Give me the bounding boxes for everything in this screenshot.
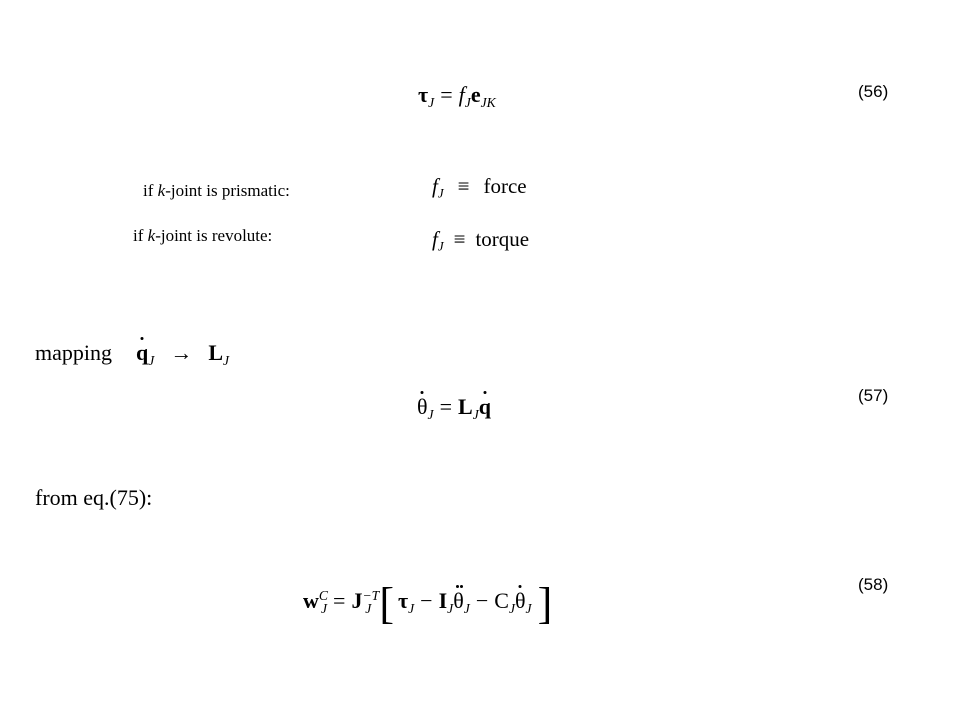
mapping-expression: $q_J \to L_J$ [136, 340, 230, 368]
equation-57: $\theta_J = L_Jq$ [417, 394, 492, 422]
from-equation-label: from eq.(75): [35, 485, 153, 510]
mapping-label: mapping [35, 340, 112, 365]
equation-number-58: (58) [858, 575, 889, 594]
condition-revolute-equation: $f_J$ ≡ torque [432, 227, 530, 254]
equation-number-56: (56) [858, 82, 889, 101]
equation-58: $w^C_J = J^{-T}_J$ [ $\tau_J - I_J\theta_J - C_J\theta_J$ ] [303, 579, 553, 628]
equation-number-57: (57) [858, 386, 889, 405]
equation-56: $\tau_J = f_Je_{JK}$ [418, 82, 496, 110]
condition-prismatic-label: if k-joint is prismatic: [143, 181, 290, 200]
condition-revolute-label: if k-joint is revolute: [133, 226, 273, 245]
condition-prismatic-equation: $f_J$ ≡ force [432, 174, 527, 201]
